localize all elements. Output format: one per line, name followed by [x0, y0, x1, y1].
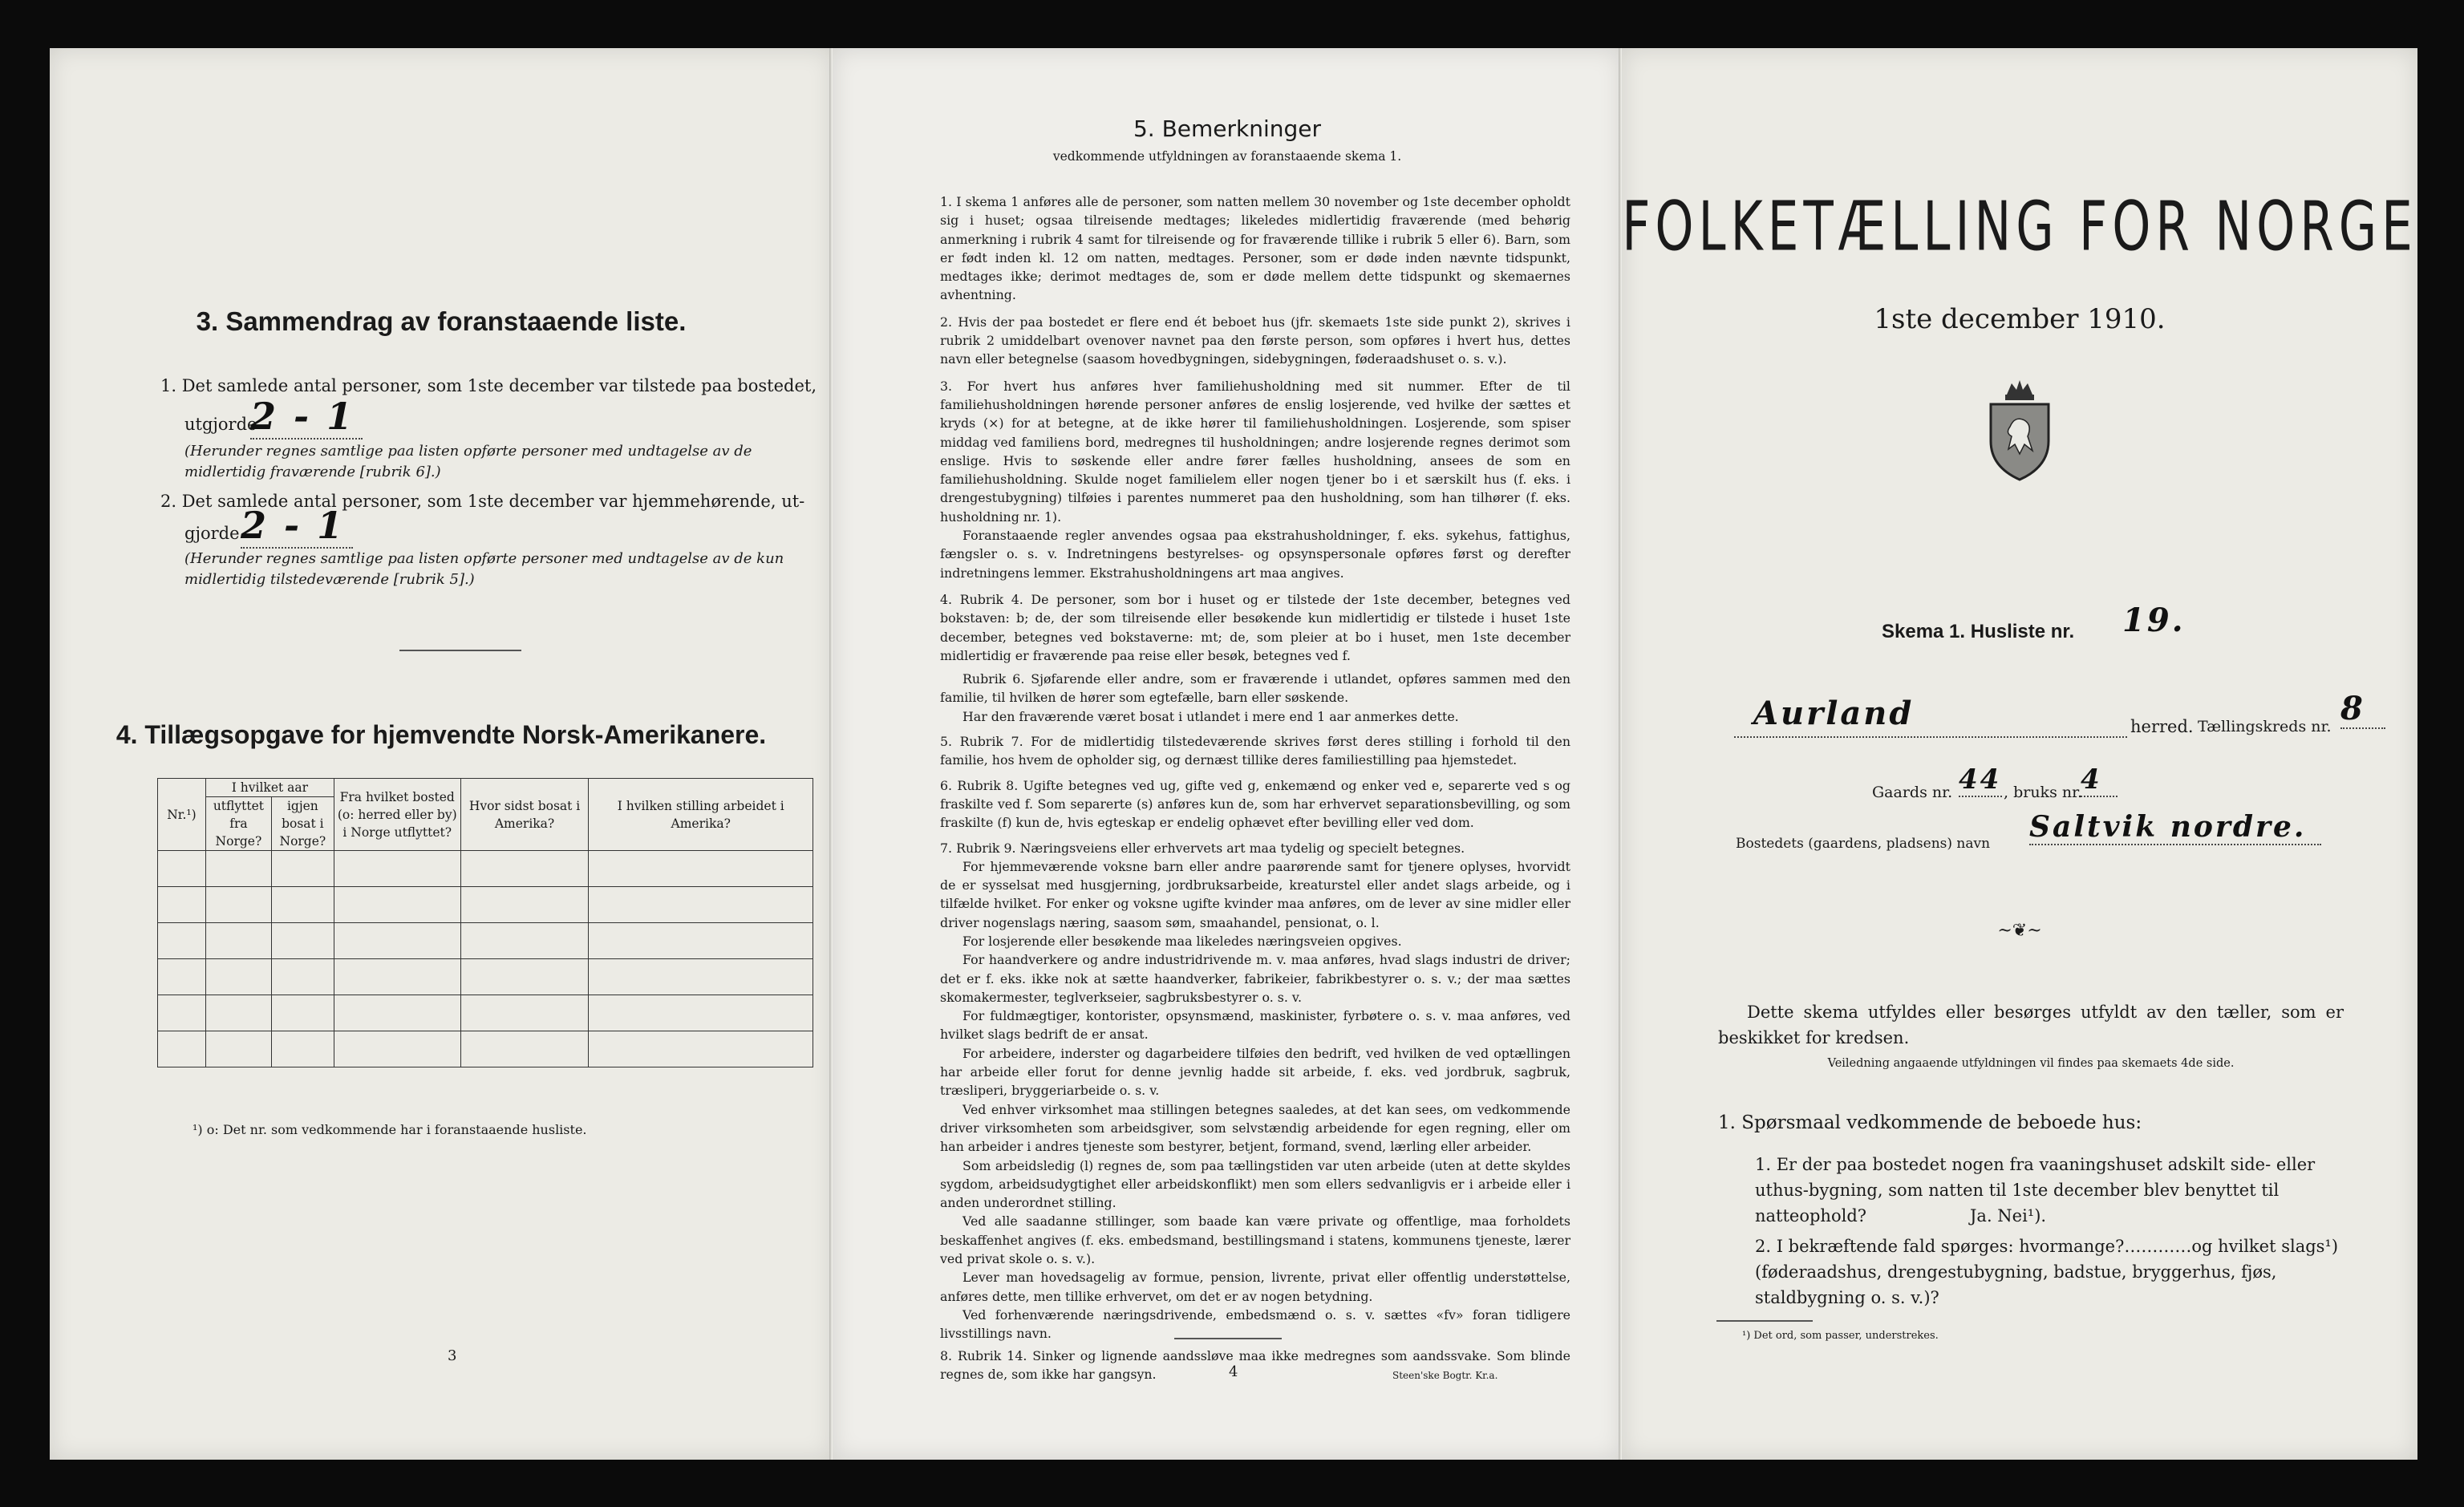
question-1: 1. Er der paa bostedet nogen fra vaaningshuset adskilt side- eller uthus-bygning, som natten til 1ste december blev benyttet til natteophold?	[1755, 1155, 2316, 1225]
kreds-label: Tællingskreds nr.	[2198, 718, 2332, 735]
herred-value[interactable]: Aurland	[1753, 695, 1915, 732]
remark-7h: Som arbeidsledig (l) regnes de, som paa tællingstiden var uten arbeide (uten at dette skyldes sygdom, arbeidsudygtighet eller arbeidskonflikt) men som ellers sedvanligvis er i arbeide eller i anden underordnet stilling.	[940, 1157, 1570, 1211]
remark-3: 3. For hvert hus anføres hver familiehusholdning med sit nummer. Efter de til familiehusholdningen hørende personer anføres de enslig losjerende, ved hvilke der sættes et kryds (×) for at betegne, at de ikke hører til familiehusholdningen. Losjerende, som spiser middag ved familiens bord, medregnes til husholdningen; andre losjerende regnes derimot som enslige. Hvis to søskende eller andre fører fælles husholdning, ansees de som en familiehusholdning. Skulde noget familielem eller nogen tjener bo i et særskilt hus (f. eks. i drengestubygning) tilføies i parentes nummeret paa den husholdning, som han tilhører (f. eks. husholdning nr. 1).	[940, 378, 1570, 525]
remark-6: 6. Rubrik 8. Ugifte betegnes ved ug, gifte ved g, enkemænd og enker ved e, separerte ved s og fraskilte ved f. Som separerte (s) anføres kun de, som har erhvervet separationsbevilling, og som fraskilte (f) kun de, hvis egteskap er endelig ophævet efter bevilling eller ved dom.	[940, 777, 1570, 831]
table-row	[158, 995, 813, 1031]
remarks-title: 5. Bemerkninger	[1133, 115, 1322, 142]
remark-5: 5. Rubrik 7. For de midlertidig tilstedeværende skrives først deres stilling i forhold til den familie, hos hvem de opholder sig, og dernæst tillike deres familiestilling paa hjemstedet.	[940, 734, 1570, 768]
divider	[399, 650, 521, 651]
question-2: 2. I bekræftende fald spørges: hvormange?…………og hvilket slags¹) (føderaadshus, drengestubygning, badstue, bryggerhus, fjøs, staldbygning o. s. v.)?	[1755, 1237, 2339, 1307]
summary-question-2: 2. Det samlede antal personer, som 1ste december var hjemmehørende, ut-	[160, 492, 805, 511]
coat-of-arms-icon	[1980, 377, 2060, 483]
remark-1: 1. I skema 1 anføres alle de personer, som natten mellem 30 november og 1ste december opholdt sig i huset; ogsaa tilreisende medtages; likeledes midlertidig fraværende (med behørig anmerkning i rubrik 4 samt for tilreisende og for fraværende tillike i rubrik 5 eller 6). Barn, som er født inden kl. 12 om natten, medtages. Personer, som er døde inden nævnte tidspunkt, medtages ikke; derimot medtages de, som er døde mellem dette tidspunkt og skemaernes avhentning.	[940, 194, 1570, 303]
instruction-text: Dette skema utfyldes eller besørges utfyldt av den tæller, som er beskikket for kredsen.	[1718, 1003, 2344, 1047]
section-4-title: 4. Tillægsopgave for hjemvendte Norsk-Amerikanere.	[116, 720, 767, 749]
col-last-place: Hvor sidst bosat i Amerika?	[460, 779, 589, 851]
divider	[1716, 1320, 1813, 1322]
remarks-body	[940, 192, 1570, 1383]
col-emigrated: utflyttet fra Norge?	[205, 797, 271, 851]
col-occupation: I hvilken stilling arbeidet i Amerika?	[589, 779, 813, 851]
bosted-label: Bostedets (gaardens, pladsens) navn	[1736, 836, 1991, 852]
remark-7j: Lever man hovedsagelig av formue, pension, livrente, privat eller offentlig understøttelse, anføres dette, men tillike erhvervet, om det er av nogen betydning.	[940, 1270, 1570, 1304]
skema-label: Skema 1. Husliste nr.	[1882, 621, 2075, 642]
remark-7f: For arbeidere, inderster og dagarbeidere tilføies den bedrift, ved hvilken de ved optællingen har arbeide eller forut for denne jevnlig hadde sit arbeide, f. eks. ved jordbruk, sagbruk, træsliperi, bryggeriarbeide o. s. v.	[940, 1045, 1570, 1099]
remark-4: 4. Rubrik 4. De personer, som bor i huset og er tilstede der 1ste december, betegnes ved bokstaven: b; de, der som tilreisende eller besøkende kun midlertidig er tilstede i huset 1ste december, betegnes ved bokstaverne: mt; de, som pleier at bo i huset, men 1ste december midlertidig er fraværende paa reise eller besøk, betegnes ved f.	[940, 591, 1570, 663]
remarks-subtitle: vedkommende utfyldningen av foranstaaende skema 1.	[1052, 149, 1402, 164]
section-1-title: 1. Spørsmaal vedkommende de beboede hus:	[1718, 1112, 2142, 1133]
page-4-remarks	[833, 48, 1622, 1460]
ornament-icon: ~❦~	[1997, 921, 2042, 941]
remark-3b: Foranstaaende regler anvendes ogsaa paa ekstrahusholdninger, f. eks. sykehus, fattighus, fængsler o. s. v. Indretningens bestyrelses- og opsynspersonale opføres først og derefter indretningens lemmer. Ekstrahusholdningens art maa angives.	[940, 528, 1570, 581]
printer-imprint: Steen'ske Bogtr. Kr.a.	[1392, 1370, 1498, 1381]
remark-2: 2. Hvis der paa bostedet er flere end ét beboet hus (jfr. skemaets 1ste side punkt 2), skrives i rubrik 2 umiddelbart ovenover navnet paa den første person, som opføres i hvert hus, dettes navn eller betegnelse (saasom hovedbygningen, sidebygningen, føderaadshuset o. s. v.).	[940, 314, 1570, 367]
table-row	[158, 887, 813, 923]
page-number: 4	[1229, 1363, 1238, 1380]
gaards-value[interactable]: 44	[1959, 764, 2002, 796]
col-returned: igjen bosat i Norge?	[271, 797, 334, 851]
census-title: FOLKETÆLLING FOR NORGE	[1622, 188, 2417, 267]
remark-7g: Ved enhver virksomhet maa stillingen betegnes saaledes, at det kan sees, om vedkommende driver virksomheten som arbeidsgiver, som selvstændig arbeidende for egen regning, eller om han arbeider i andres tjeneste som bestyrer, betjent, formand, svend, lærling eller arbeider.	[940, 1101, 1570, 1155]
table-row	[158, 851, 813, 887]
page-number: 3	[448, 1347, 457, 1364]
section-3-title: 3. Sammendrag av foranstaaende liste.	[196, 306, 687, 336]
col-nr: Nr.¹)	[158, 779, 206, 851]
summary-question-1: 1. Det samlede antal personer, som 1ste december var tilstede paa bostedet,	[160, 376, 817, 395]
bruks-label: , bruks nr.	[2004, 784, 2083, 801]
table-row	[158, 1031, 813, 1067]
summary-q1-note: (Herunder regnes samtlige paa listen opførte personer med undtagelse av de midlertidig fraværende [rubrik 6].)	[184, 443, 752, 480]
table-row	[158, 923, 813, 959]
col-year-group: I hvilket aar	[205, 779, 334, 797]
herred-line	[1734, 736, 2127, 738]
cover-page	[1622, 48, 2417, 1460]
herred-label: herred.	[2130, 717, 2194, 736]
divider	[1174, 1338, 1282, 1339]
remark-7c: For losjerende eller besøkende maa likeledes næringsveien opgives.	[962, 933, 1402, 949]
remark-4c: Har den fraværende været bosat i utlandet i mere end 1 aar anmerkes dette.	[962, 708, 1459, 724]
summary-q1-label: utgjorde	[184, 415, 257, 434]
summary-q2-value[interactable]: 2 - 1	[241, 504, 353, 549]
remark-7e: For fuldmægtiger, kontorister, opsynsmænd, maskinister, fyrbøtere o. s. v. maa anføres, ved hvilket slags bedrift de er ansat.	[940, 1008, 1570, 1043]
census-date: 1ste december 1910.	[1874, 303, 2166, 335]
husliste-number[interactable]: 19.	[2122, 602, 2186, 639]
table-footnote: ¹) ᴏ: Det nr. som vedkommende har i foranstaaende husliste.	[192, 1122, 587, 1137]
page-3-summary	[50, 48, 833, 1460]
col-from-place: Fra hvilket bosted (ᴏ: herred eller by) i Norge utflyttet?	[334, 779, 460, 851]
bruks-value[interactable]: 4	[2081, 764, 2118, 797]
cover-footnote: ¹) Det ord, som passer, understrekes.	[1742, 1330, 1939, 1342]
summary-q1-value[interactable]: 2 - 1	[250, 395, 363, 440]
question-1-answer[interactable]: Ja. Nei¹).	[1970, 1206, 2047, 1225]
remark-7: 7. Rubrik 9. Næringsveiens eller erhvervets art maa tydelig og specielt betegnes.	[940, 840, 1465, 856]
remark-4b: Rubrik 6. Sjøfarende eller andre, som er fraværende i utlandet, opføres sammen med den familie, til hvilken de hører som egtefælle, barn eller søskende.	[940, 671, 1570, 706]
remark-7k: Ved forhenværende næringsdrivende, embedsmænd o. s. v. sættes «fv» foran tidligere livsstillings navn.	[940, 1306, 1570, 1342]
gaards-label: Gaards nr.	[1872, 784, 1953, 801]
norsk-amerikanere-table	[157, 778, 813, 1067]
bosted-value[interactable]: Saltvik nordre.	[2029, 810, 2321, 845]
remark-7d: For haandverkere og andre industridrivende m. v. maa anføres, hvad slags industri de driver; det er f. eks. ikke nok at sætte haandverker, fabrikeier, fabrikbestyrer o. s. v.; der maa sættes skomakermester, teglverkseier, sagbruksbestyrer o. s. v.	[940, 952, 1570, 1005]
remark-7b: For hjemmeværende voksne barn eller andre paarørende samt for tjenere oplyses, hvorvidt de er sysselsat med husgjerning, jordbruksarbeide, kreaturstel eller andet slags arbeide, og i tilfælde hvilket. For enker og voksne ugifte kvinder maa anføres, om de lever av sine midler eller driver nogenslags næring, saasom søm, smaahandel, pensionat, o. l.	[940, 858, 1570, 930]
summary-q2-label: gjorde	[184, 524, 240, 543]
kreds-value[interactable]: 8	[2340, 690, 2385, 729]
table-row	[158, 959, 813, 995]
remark-7i: Ved alle saadanne stillinger, som baade kan være private og offentlige, maa forholdets beskaffenhet angives (f. eks. embedsmand, bestillingsmand i statens, kommunens tjeneste, lærer ved privat skole o. s. v.).	[940, 1213, 1570, 1267]
guidance-text: Veiledning angaaende utfyldningen vil findes paa skemaets 4de side.	[1827, 1057, 2235, 1070]
summary-q2-note: (Herunder regnes samtlige paa listen opførte personer med undtagelse av de kun midlertidig tilstedeværende [rubrik 5].)	[184, 550, 784, 588]
remark-8: 8. Rubrik 14. Sinker og lignende aandssløve maa ikke medregnes som aandssvake. Som blinde regnes de, som ikke har gangsyn.	[940, 1347, 1570, 1382]
